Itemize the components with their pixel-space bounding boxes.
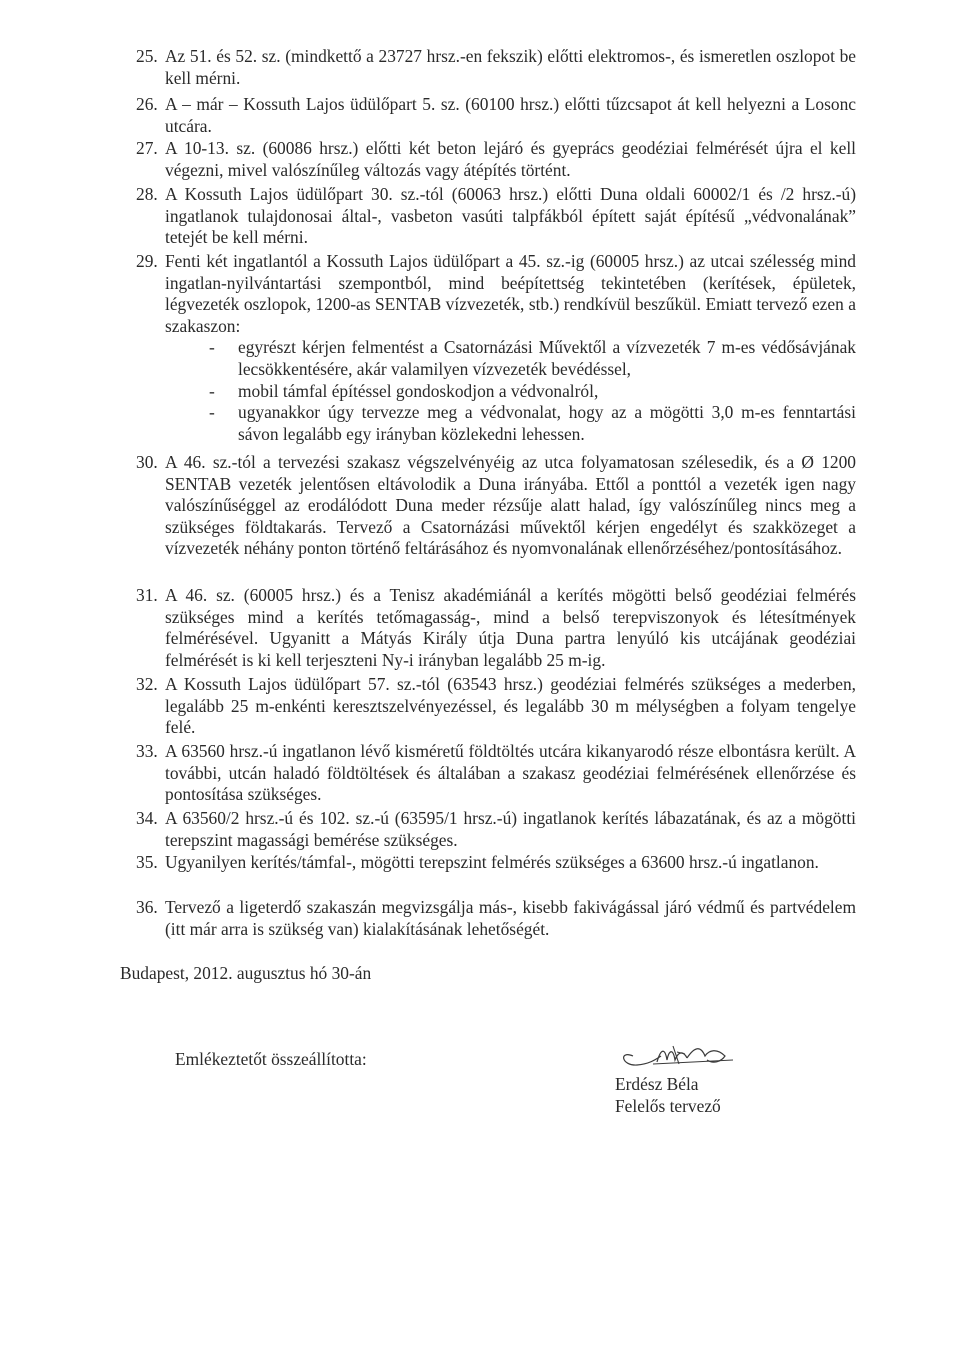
bullet-item xyxy=(165,337,856,380)
list-item-31 xyxy=(136,585,856,671)
item-number: 28. xyxy=(136,184,158,204)
bullet-text: mobil támfal építéssel gondoskodjon a védvonalról, xyxy=(238,380,599,401)
signer-name: Erdész Béla xyxy=(615,1074,699,1094)
item-text: A – már – Kossuth Lajos üdülőpart 5. sz. (60100 hrsz.) előtti tűzcsapot át kell helyezni a Losonc utcára. xyxy=(165,94,856,136)
item-number: 33. xyxy=(136,741,158,761)
item-text: A 46. sz.-tól a tervezési szakasz végszelvényéig az utca folyamatosan szélesedik, és a Ø 1200 SENTAB vezeték jelentősen eltávolodik a Duna irányába. Ettől a ponttól a vezeték igen nagy valószínűséggel az erodálódott Duna meder rézsűje alatt halad, így valószínűleg nincs meg a szükséges földtakarás. Tervező a Csatornázási művektől kérjen engedélyt és szakközeget a vízvezeték néhány ponton történő feltárásához és nyomvonalának ellenőrzéséhez/pontosításához. xyxy=(165,452,856,559)
item-number: 36. xyxy=(136,897,158,917)
bullet-text: ugyanakkor úgy tervezze meg a védvonalat, hogy az a mögötti 3,0 m-es fenntartási sávon legalább egy irányban közlekedni lehessen. xyxy=(238,402,856,444)
item-text: A 63560 hrsz.-ú ingatlanon lévő kisméretű földtöltés utcára kikanyarodó része elbontásra került. A további, utcán haladó földtöltések és általában a szakasz geodéziai felmérésének ellenőrzése és pontosítása szükséges. xyxy=(165,741,857,805)
bullet-item xyxy=(165,381,856,403)
bullet-dash: - xyxy=(209,337,215,358)
list-item-28 xyxy=(136,184,856,249)
bullet-dash: - xyxy=(209,380,215,401)
item-number: 27. xyxy=(136,138,158,158)
list-item-33 xyxy=(136,741,856,806)
item-text: Ugyanilyen kerítés/támfal-, mögötti terepszint felmérés szükséges a 63600 hrsz.-ú ingatlanon. xyxy=(165,852,819,872)
handwritten-signature xyxy=(613,1034,743,1074)
item-text: A 46. sz. (60005 hrsz.) és a Tenisz akadémiánál a kerítés mögötti belső geodéziai felmérés szükséges mind a kerítés tetőmagasság-, mind a belső terepviszonyok és létesítmények felmérésével. Ugyanitt a Mátyás Király útja Duna partra lenyúló kis utcájának geodéziai felmérését is ki kell terjeszteni Ny-i irányban legalább 25 m-ig. xyxy=(165,585,856,670)
item-number: 35. xyxy=(136,852,158,872)
item-number: 34. xyxy=(136,808,158,828)
list-item-36 xyxy=(136,897,856,940)
item-text: Tervező a ligeterdő szakaszán megvizsgálja más-, kisebb fakivágással járó védmű és partvédelem (itt már arra is szükség van) kialakításának lehetőségét. xyxy=(165,897,856,939)
list-item-27 xyxy=(136,138,856,181)
bullet-dash: - xyxy=(209,402,215,423)
item-text: A Kossuth Lajos üdülőpart 57. sz.-tól (63543 hrsz.) geodéziai felmérés szükséges a mederben, legalább 25 m-enkénti keresztszelvényezéssel, és legalább 30 m mélységben a folyam tengelye felé. xyxy=(165,674,856,738)
item-number: 29. xyxy=(136,251,158,271)
place-date: Budapest, 2012. augusztus hó 30-án xyxy=(120,963,372,983)
list-item-26 xyxy=(136,94,856,137)
list-item-35 xyxy=(136,852,856,874)
signature-block xyxy=(615,1034,815,1117)
item-number: 26. xyxy=(136,94,158,114)
list-item-32 xyxy=(136,674,856,739)
item-text: A Kossuth Lajos üdülőpart 30. sz.-tól (60063 hrsz.) előtti Duna oldali 60002/1 és /2 hrsz.-ú) ingatlanok tulajdonosai által-, vasbeton vasúti talpfákból épített saját építésű „védvonalának” tetejét be kell mérni. xyxy=(165,184,856,248)
list-item-29 xyxy=(136,251,856,445)
item-text: Az 51. és 52. sz. (mindkettő a 23727 hrsz.-en fekszik) előtti elektromos-, és ismeretlen oszlopot be kell mérni. xyxy=(165,46,856,88)
bullet-text: egyrészt kérjen felmentést a Csatornázási Művektől a vízvezeték 7 m-es védősávjának lecsökkentésére, akár valamilyen vízvezeték bevédéssel, xyxy=(238,337,856,379)
list-item-34 xyxy=(136,808,856,851)
signer-role: Felelős tervező xyxy=(615,1095,721,1116)
bullet-item xyxy=(165,402,856,445)
item-text: A 63560/2 hrsz.-ú és 102. sz.-ú (63595/1 hrsz.-ú) ingatlanok kerítés lábazatának, és az a mögötti terepszint magassági bemérése szükséges. xyxy=(165,808,856,850)
item-number: 31. xyxy=(136,585,158,605)
item-text: Fenti két ingatlantól a Kossuth Lajos üdülőpart a 45. sz.-ig (60005 hrsz.) az utcai szélesség mind ingatlan-nyilvántartási szempontból, mind beépítettség tekintetében (kerítések, épületek, légvezeték oszlopok, 1200-as SENTAB vízvezeték, stb.) rendkívül beszűkül. Emiatt tervező ezen a szakaszon: xyxy=(165,251,856,336)
compiled-by-label: Emlékeztetőt összeállította: xyxy=(175,1049,367,1069)
item-number: 32. xyxy=(136,674,158,694)
list-item-30 xyxy=(136,452,856,560)
item-text: A 10-13. sz. (60086 hrsz.) előtti két beton lejáró és gyeprács geodéziai felmérését újra el kell végezni, mivel valószínűleg változás vagy átépítés történt. xyxy=(165,138,856,180)
bullet-list xyxy=(165,337,856,445)
list-item-25 xyxy=(136,46,856,89)
item-number: 30. xyxy=(136,452,158,472)
item-number: 25. xyxy=(136,46,158,66)
